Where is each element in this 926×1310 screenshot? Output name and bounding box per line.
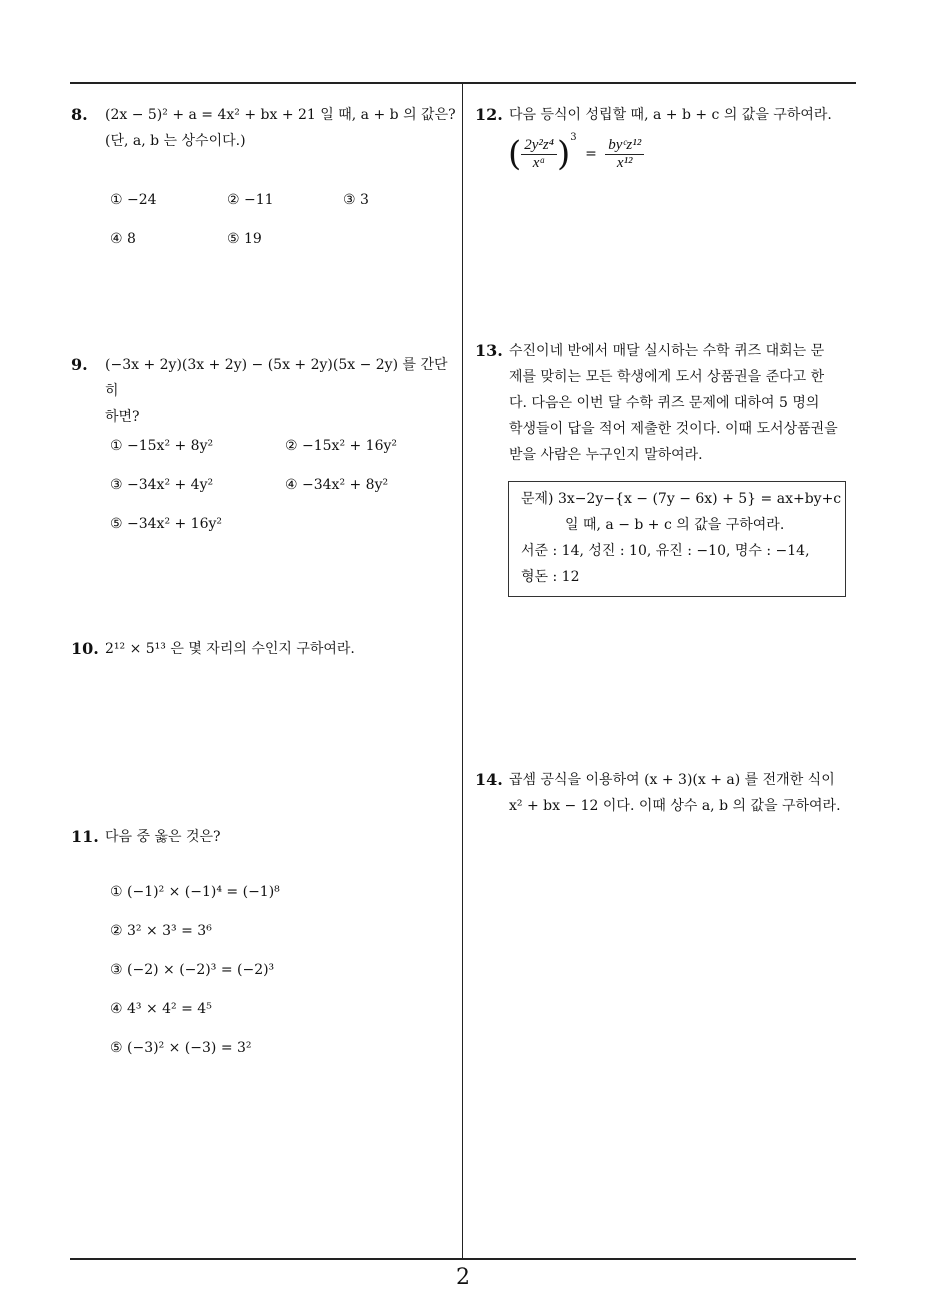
answer-option[interactable]: ③ (−2) × (−2)³ = (−2)³ — [110, 962, 275, 978]
question-number: 12. — [475, 105, 503, 124]
question-number: 9. — [71, 355, 88, 374]
question-text-line: 수진이네 반에서 매달 실시하는 수학 퀴즈 대회는 문 — [509, 343, 825, 359]
answer-option[interactable]: ⑤ −34x² + 16y² — [110, 516, 223, 532]
answer-option[interactable]: ① −15x² + 8y² — [110, 438, 214, 454]
bottom-rule — [70, 1258, 856, 1260]
question-number: 8. — [71, 105, 88, 124]
fraction — [605, 137, 644, 172]
question-12 — [475, 102, 860, 128]
question-text-line: 제를 맞히는 모든 학생에게 도서 상품권을 준다고 한 — [509, 369, 825, 385]
question-text-line: 학생들이 답을 적어 제출한 것이다. 이때 도서상품권을 — [509, 421, 838, 437]
box-line: 문제) 3x−2y−{x − (7y − 6x) + 5} = ax+by+c — [521, 491, 842, 507]
question-text-line: 곱셈 공식을 이용하여 (x + 3)(x + a) 를 전개한 식이 — [509, 772, 835, 788]
question-text-line: 다. 다음은 이번 달 수학 퀴즈 문제에 대하여 5 명의 — [509, 395, 820, 411]
question-text-line: (단, a, b 는 상수이다.) — [105, 133, 246, 149]
answer-option[interactable]: ② −11 — [227, 192, 274, 208]
answer-option[interactable]: ⑤ (−3)² × (−3) = 3² — [110, 1040, 252, 1056]
question-text-line: 2¹² × 5¹³ 은 몇 자리의 수인지 구하여라. — [105, 641, 355, 657]
numerator: byᶜz¹² — [605, 137, 644, 155]
answer-option[interactable]: ⑤ 19 — [227, 231, 262, 247]
answer-option[interactable]: ④ 8 — [110, 231, 136, 247]
answer-option[interactable]: ① (−1)² × (−1)⁴ = (−1)⁸ — [110, 884, 280, 900]
question-8 — [71, 102, 461, 154]
question-10 — [71, 636, 461, 662]
equals-sign: = — [585, 146, 597, 162]
question-number: 10. — [71, 639, 99, 658]
problem-box — [508, 481, 846, 597]
page-number: 2 — [456, 1265, 470, 1290]
question-14 — [475, 767, 860, 819]
fraction — [521, 137, 557, 172]
answer-option[interactable]: ③ −34x² + 4y² — [110, 477, 214, 493]
answer-option[interactable]: ③ 3 — [343, 192, 369, 208]
left-paren: ( — [508, 134, 522, 174]
question-text-line: (2x − 5)² + a = 4x² + bx + 21 일 때, a + b 의 값은? — [105, 107, 456, 123]
column-divider — [462, 83, 463, 1259]
answer-option[interactable]: ② 3² × 3³ = 3⁶ — [110, 923, 212, 939]
question-text-line: 받을 사람은 누구인지 말하여라. — [509, 447, 703, 463]
question-text-line: 다음 등식이 성립할 때, a + b + c 의 값을 구하여라. — [509, 107, 832, 123]
question-11 — [71, 824, 461, 850]
denominator: x¹² — [616, 154, 633, 171]
question-9 — [71, 352, 461, 430]
box-line: 형돈 : 12 — [521, 569, 580, 585]
box-line: 일 때, a − b + c 의 값을 구하여라. — [565, 517, 785, 533]
right-paren: ) — [556, 134, 571, 174]
question-number: 11. — [71, 827, 99, 846]
box-line: 서준 : 14, 성진 : 10, 유진 : −10, 명수 : −14, — [521, 543, 810, 559]
answer-option[interactable]: ② −15x² + 16y² — [285, 438, 398, 454]
question-text-line: x² + bx − 12 이다. 이때 상수 a, b 의 값을 구하여라. — [509, 798, 841, 814]
question-number: 14. — [475, 770, 503, 789]
question-text-line: 하면? — [105, 409, 140, 425]
question-13 — [475, 338, 860, 468]
question-number: 13. — [475, 341, 503, 360]
denominator: xᵃ — [532, 154, 546, 171]
numerator: 2y²z⁴ — [521, 137, 557, 155]
answer-option[interactable]: ④ 4³ × 4² = 4⁵ — [110, 1001, 212, 1017]
question-text-line: (−3x + 2y)(3x + 2y) − (5x + 2y)(5x − 2y) 를 간단히 — [105, 357, 448, 399]
exponent: 3 — [570, 132, 577, 143]
equation — [508, 132, 644, 174]
answer-option[interactable]: ④ −34x² + 8y² — [285, 477, 389, 493]
top-rule — [70, 82, 856, 84]
answer-option[interactable]: ① −24 — [110, 192, 157, 208]
question-text-line: 다음 중 옳은 것은? — [105, 829, 221, 845]
